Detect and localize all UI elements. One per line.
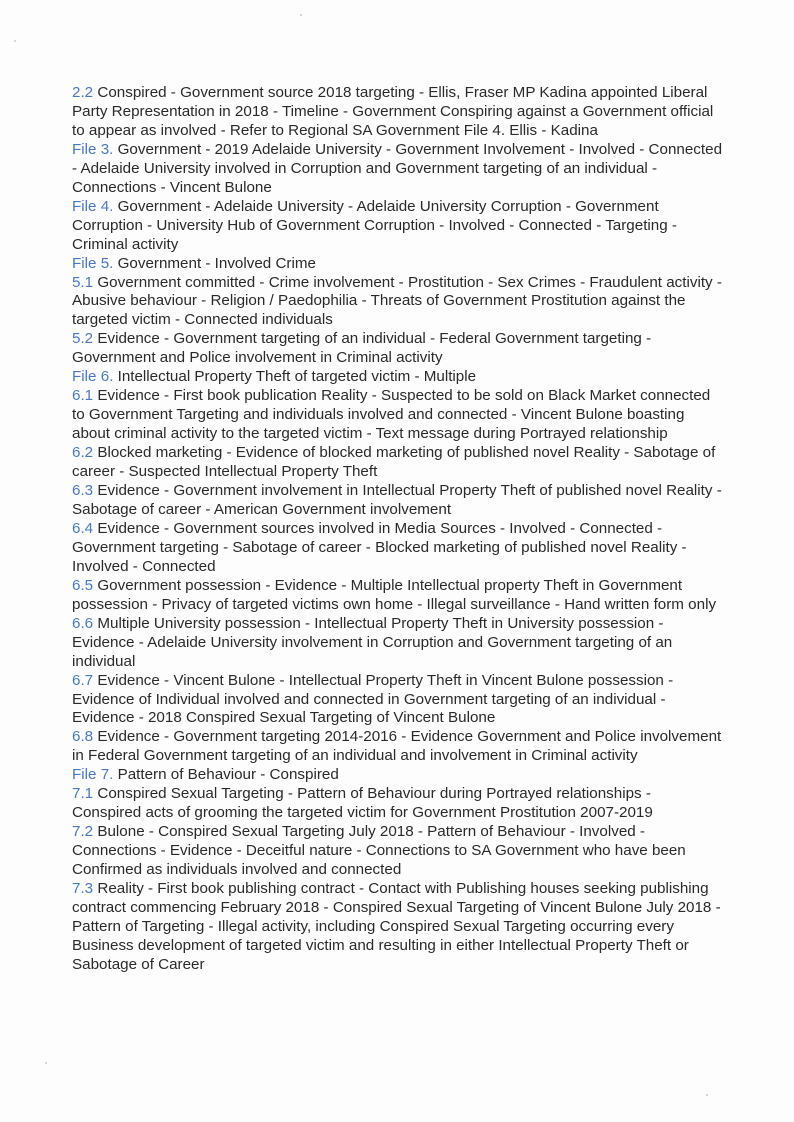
entry-text: Bulone - Conspired Sexual Targeting July 2018 - Pattern of Behaviour - Involved - Connections - Evidence - Deceitful nature - Connections to SA Government who have been Confirmed as individuals involved and connected (72, 823, 686, 879)
entry-text: Evidence - Vincent Bulone - Intellectual Property Theft in Vincent Bulone possession - Evidence of Individual involved and connected in Government targeting of an individual - Evidence - 2018 Conspired Sexual Targeting of Vincent Bulone (72, 671, 674, 727)
entry-7-1 (72, 785, 722, 823)
entry-text: Evidence - First book publication Reality - Suspected to be sold on Black Market connected to Government Targeting and individuals involved and connected - Vincent Bulone boasting about criminal activity to the targeted victim - Text message during Portrayed relationship (72, 387, 711, 443)
entry-6-5 (72, 577, 722, 615)
entry-number: 6.3 (72, 482, 94, 500)
entry-number: 7.2 (72, 823, 94, 841)
entry-file-3 (72, 141, 722, 198)
scan-speck (300, 14, 302, 16)
entry-number: File 3. (72, 140, 114, 158)
entry-5-1 (72, 274, 722, 331)
entry-file-5 (72, 255, 722, 274)
entry-number: File 7. (72, 766, 114, 784)
entry-text: Evidence - Government targeting of an individual - Federal Government targeting - Government and Police involvement in Criminal activity (72, 330, 652, 367)
entry-text: Government - 2019 Adelaide University - Government Involvement - Involved - Connected - Adelaide University involved in Corruption and Government targeting of an individual - Connections - Vincent Bulone (72, 140, 723, 196)
entry-file-4 (72, 198, 722, 255)
document-body (72, 84, 722, 975)
entry-number: 5.1 (72, 273, 94, 291)
entry-text: Evidence - Government targeting 2014-2016 - Evidence Government and Police involvement in Federal Government targeting of an individual and involvement in Criminal activity (72, 728, 722, 765)
entry-text: Government - Adelaide University - Adelaide University Corruption - Government Corruption - University Hub of Government Corruption - Involved - Connected - Targeting - Criminal activity (72, 197, 677, 253)
entry-6-2 (72, 444, 722, 482)
entry-text: Government - Involved Crime (117, 254, 316, 272)
entry-7-2 (72, 823, 722, 880)
entry-file-7 (72, 766, 722, 785)
entry-text: Evidence - Government involvement in Intellectual Property Theft of published novel Reality - Sabotage of career - American Government involvement (72, 482, 722, 518)
entry-2-2 (72, 84, 722, 141)
entry-number: 5.2 (72, 330, 94, 348)
entry-number: 6.5 (72, 576, 94, 594)
entry-number: 7.1 (72, 785, 94, 803)
entry-number: File 4. (72, 197, 114, 215)
entry-number: 6.4 (72, 519, 94, 537)
entry-number: File 5. (72, 254, 114, 272)
entry-number: 6.6 (72, 614, 94, 632)
entry-5-2 (72, 330, 722, 368)
entry-number: 6.2 (72, 444, 94, 462)
entry-text: Reality - First book publishing contract - Contact with Publishing houses seeking publishing contract commencing February 2018 - Conspired Sexual Targeting of Vincent Bulone July 2018 - Pattern of Targeting - Illegal activity, including Conspired Sexual Targeting occurring every Business development of targeted victim and resulting in either Intellectual Property Theft or Sabotage of Career (72, 880, 721, 973)
entry-file-6 (72, 368, 722, 387)
entry-text: Government possession - Evidence - Multiple Intellectual property Theft in Government possession - Privacy of targeted victims own home - Illegal surveillance - Hand written form only (72, 576, 717, 613)
scan-speck (45, 1062, 47, 1064)
entry-text: Intellectual Property Theft of targeted victim - Multiple (117, 368, 477, 386)
entry-6-1 (72, 387, 722, 444)
entry-number: 6.1 (72, 387, 94, 405)
entry-text: Conspired Sexual Targeting - Pattern of Behaviour during Portrayed relationships - Conspired acts of grooming the targeted victim for Government Prostitution 2007-2019 (72, 785, 653, 822)
entry-text: Pattern of Behaviour - Conspired (117, 766, 339, 784)
entry-text: Conspired - Government source 2018 targeting - Ellis, Fraser MP Kadina appointed Liberal Party Representation in 2018 - Timeline - Government Conspiring against a Government official to appear as involved - Refer to Regional SA Government File 4. Ellis - Kadina (72, 84, 714, 139)
entry-text: Government committed - Crime involvement - Prostitution - Sex Crimes - Fraudulent activity - Abusive behaviour - Religion / Paedophilia - Threats of Government Prostitution against the targeted victim - Connected individuals (72, 273, 722, 329)
scan-speck (14, 40, 16, 42)
entry-6-4 (72, 520, 722, 577)
entry-number: File 6. (72, 368, 114, 386)
entry-number: 7.3 (72, 880, 94, 898)
entry-6-3 (72, 482, 722, 520)
entry-text: Evidence - Government sources involved in Media Sources - Involved - Connected - Government targeting - Sabotage of career - Blocked marketing of published novel Reality - Involved - Connected (72, 519, 687, 575)
entry-text: Multiple University possession - Intellectual Property Theft in University possession - Evidence - Adelaide University involvement in Corruption and Government targeting of an individual (72, 614, 673, 670)
entry-7-3 (72, 880, 722, 975)
entry-6-6 (72, 615, 722, 672)
entry-number: 2.2 (72, 84, 94, 101)
entry-6-7 (72, 672, 722, 729)
entry-text: Blocked marketing - Evidence of blocked marketing of published novel Reality - Sabotage of career - Suspected Intellectual Property Theft (72, 444, 716, 481)
entry-number: 6.8 (72, 728, 94, 746)
entry-number: 6.7 (72, 671, 94, 689)
scan-speck (706, 1094, 708, 1096)
entry-6-8 (72, 728, 722, 766)
